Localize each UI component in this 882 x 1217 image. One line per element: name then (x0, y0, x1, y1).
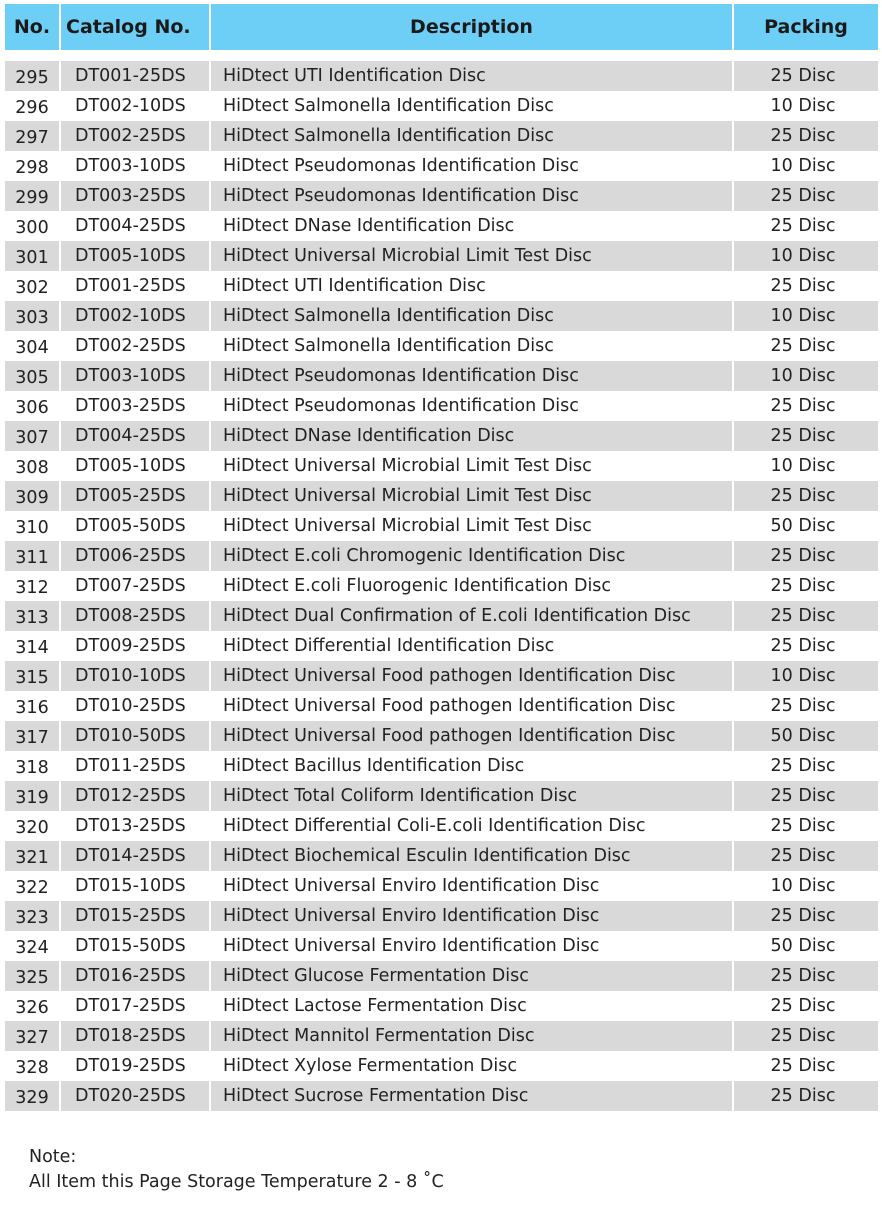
row-packing: 25 Disc (770, 996, 836, 1016)
row-packing: 25 Disc (770, 216, 836, 236)
row-no: 308 (15, 458, 49, 478)
row-packing: 25 Disc (770, 336, 836, 356)
row-packing: 50 Disc (770, 936, 836, 956)
row-description: HiDtect Universal Food pathogen Identification Disc (211, 661, 732, 691)
row-description: HiDtect Mannitol Fermentation Disc (211, 1021, 732, 1051)
row-no: 303 (5, 301, 59, 331)
row-packing: 10 Disc (770, 96, 836, 116)
table-row (5, 631, 878, 661)
row-no: 323 (5, 901, 59, 931)
row-no: 327 (5, 1021, 59, 1051)
table-row (5, 211, 878, 241)
row-description: HiDtect Universal Microbial Limit Test Disc (223, 456, 592, 476)
row-no: 301 (5, 241, 59, 271)
note-title: Note: (29, 1147, 77, 1167)
row-packing: 10 Disc (734, 361, 878, 391)
row-no: 328 (15, 1058, 49, 1078)
table-row (5, 61, 878, 91)
table-body (5, 61, 878, 1111)
row-description: HiDtect Universal Microbial Limit Test Disc (211, 241, 732, 271)
table-row (5, 241, 878, 271)
row-packing: 50 Disc (770, 516, 836, 536)
row-packing: 25 Disc (770, 696, 836, 716)
row-catalog-no: DT002-10DS (61, 301, 209, 331)
row-no: 307 (5, 421, 59, 451)
row-catalog-no: DT003-10DS (61, 361, 209, 391)
row-no: 306 (15, 398, 49, 418)
row-description: HiDtect E.coli Chromogenic Identification Disc (211, 541, 732, 571)
row-description: HiDtect Universal Enviro Identification Disc (223, 936, 600, 956)
row-catalog-no: DT015-25DS (61, 901, 209, 931)
row-no: 314 (15, 638, 49, 658)
row-description: HiDtect Salmonella Identification Disc (223, 96, 554, 116)
row-packing: 25 Disc (734, 421, 878, 451)
row-no: 319 (5, 781, 59, 811)
row-description: HiDtect UTI Identification Disc (223, 276, 486, 296)
row-no: 305 (5, 361, 59, 391)
row-no: 312 (15, 578, 49, 598)
row-no: 326 (15, 998, 49, 1018)
row-packing: 25 Disc (734, 1021, 878, 1051)
row-description: HiDtect DNase Identification Disc (223, 216, 515, 236)
row-packing: 25 Disc (734, 601, 878, 631)
row-description: HiDtect Pseudomonas Identification Disc (211, 181, 732, 211)
row-no: 302 (15, 278, 49, 298)
row-description: HiDtect Bacillus Identification Disc (223, 756, 525, 776)
row-packing: 25 Disc (734, 541, 878, 571)
row-packing: 10 Disc (734, 661, 878, 691)
table-row (5, 151, 878, 181)
row-catalog-no: DT009-25DS (75, 636, 186, 656)
row-description: HiDtect Lactose Fermentation Disc (223, 996, 527, 1016)
row-description: HiDtect Salmonella Identification Disc (211, 121, 732, 151)
row-catalog-no: DT011-25DS (75, 756, 186, 776)
row-description: HiDtect Glucose Fermentation Disc (211, 961, 732, 991)
row-catalog-no: DT008-25DS (61, 601, 209, 631)
row-no: 322 (15, 878, 49, 898)
row-no: 315 (5, 661, 59, 691)
catalog-table (5, 4, 878, 1111)
table-row (5, 421, 878, 451)
row-packing: 25 Disc (734, 901, 878, 931)
table-row (5, 841, 878, 871)
table-row (5, 1021, 878, 1051)
row-no: 313 (5, 601, 59, 631)
table-row (5, 601, 878, 631)
row-description: HiDtect Salmonella Identification Disc (211, 301, 732, 331)
storage-note (29, 1145, 444, 1195)
row-catalog-no: DT017-25DS (75, 996, 186, 1016)
row-catalog-no: DT006-25DS (61, 541, 209, 571)
row-packing: 10 Disc (770, 156, 836, 176)
row-packing: 25 Disc (734, 961, 878, 991)
row-catalog-no: DT002-10DS (75, 96, 186, 116)
row-catalog-no: DT002-25DS (75, 336, 186, 356)
row-no: 316 (15, 698, 49, 718)
header-packing: Packing (734, 4, 878, 50)
row-catalog-no: DT002-25DS (61, 121, 209, 151)
row-description: HiDtect Universal Enviro Identification Disc (223, 876, 600, 896)
row-description: HiDtect Salmonella Identification Disc (223, 336, 554, 356)
row-no: 304 (15, 338, 49, 358)
row-catalog-no: DT013-25DS (75, 816, 186, 836)
row-packing: 25 Disc (734, 61, 878, 91)
row-packing: 25 Disc (734, 841, 878, 871)
header-description: Description (211, 4, 732, 50)
row-no: 299 (5, 181, 59, 211)
table-row (5, 571, 878, 601)
row-catalog-no: DT004-25DS (75, 216, 186, 236)
row-no: 311 (5, 541, 59, 571)
table-row (5, 871, 878, 901)
row-packing: 10 Disc (734, 241, 878, 271)
row-description: HiDtect Universal Microbial Limit Test Disc (211, 481, 732, 511)
row-description: HiDtect Pseudomonas Identification Disc (223, 396, 579, 416)
row-packing: 10 Disc (770, 876, 836, 896)
row-catalog-no: DT004-25DS (61, 421, 209, 451)
table-row (5, 511, 878, 541)
row-packing: 25 Disc (734, 481, 878, 511)
row-description: HiDtect Dual Confirmation of E.coli Identification Disc (211, 601, 732, 631)
row-no: 297 (5, 121, 59, 151)
table-row (5, 331, 878, 361)
table-row (5, 121, 878, 151)
table-row (5, 451, 878, 481)
row-description: HiDtect Universal Enviro Identification Disc (211, 901, 732, 931)
table-row (5, 991, 878, 1021)
row-description: HiDtect Xylose Fermentation Disc (223, 1056, 517, 1076)
table-row (5, 721, 878, 751)
row-no: 320 (15, 818, 49, 838)
row-packing: 10 Disc (770, 456, 836, 476)
row-catalog-no: DT003-25DS (75, 396, 186, 416)
row-description: HiDtect Pseudomonas Identification Disc (211, 361, 732, 391)
row-catalog-no: DT019-25DS (75, 1056, 186, 1076)
row-description: HiDtect Pseudomonas Identification Disc (223, 156, 579, 176)
header-no: No. (5, 4, 59, 50)
row-catalog-no: DT003-25DS (61, 181, 209, 211)
row-packing: 25 Disc (770, 576, 836, 596)
row-packing: 25 Disc (770, 396, 836, 416)
row-no: 317 (5, 721, 59, 751)
table-row (5, 271, 878, 301)
row-no: 318 (15, 758, 49, 778)
row-packing: 10 Disc (734, 301, 878, 331)
row-description: HiDtect Biochemical Esculin Identification Disc (211, 841, 732, 871)
table-row (5, 751, 878, 781)
note-text: All Item this Page Storage Temperature 2 - 8 ˚C (29, 1172, 444, 1192)
row-catalog-no: DT016-25DS (61, 961, 209, 991)
row-packing: 25 Disc (734, 121, 878, 151)
row-no: 325 (5, 961, 59, 991)
row-description: HiDtect Universal Food pathogen Identification Disc (223, 696, 676, 716)
row-catalog-no: DT010-10DS (61, 661, 209, 691)
table-row (5, 931, 878, 961)
row-no: 310 (15, 518, 49, 538)
table-row (5, 961, 878, 991)
table-row (5, 481, 878, 511)
row-catalog-no: DT010-25DS (75, 696, 186, 716)
row-catalog-no: DT001-25DS (75, 276, 186, 296)
table-row (5, 181, 878, 211)
row-packing: 25 Disc (770, 276, 836, 296)
row-no: 298 (15, 158, 49, 178)
row-packing: 25 Disc (770, 756, 836, 776)
row-description: HiDtect UTI Identification Disc (211, 61, 732, 91)
row-description: HiDtect Universal Microbial Limit Test Disc (223, 516, 592, 536)
table-row (5, 361, 878, 391)
row-description: HiDtect Differential Coli-E.coli Identification Disc (223, 816, 646, 836)
row-description: HiDtect Total Coliform Identification Disc (211, 781, 732, 811)
row-catalog-no: DT010-50DS (61, 721, 209, 751)
row-description: HiDtect Differential Identification Disc (223, 636, 555, 656)
row-packing: 25 Disc (734, 781, 878, 811)
row-catalog-no: DT015-10DS (75, 876, 186, 896)
row-catalog-no: DT014-25DS (61, 841, 209, 871)
row-catalog-no: DT007-25DS (75, 576, 186, 596)
table-row (5, 91, 878, 121)
row-description: HiDtect E.coli Fluorogenic Identification Disc (223, 576, 612, 596)
row-packing: 25 Disc (734, 1081, 878, 1111)
row-no: 300 (15, 218, 49, 238)
table-row (5, 661, 878, 691)
row-catalog-no: DT003-10DS (75, 156, 186, 176)
row-catalog-no: DT005-25DS (61, 481, 209, 511)
header-catalog-no: Catalog No. (61, 4, 209, 50)
row-description: HiDtect Universal Food pathogen Identification Disc (211, 721, 732, 751)
row-catalog-no: DT012-25DS (61, 781, 209, 811)
row-no: 329 (5, 1081, 59, 1111)
row-packing: 25 Disc (770, 636, 836, 656)
table-row (5, 691, 878, 721)
row-catalog-no: DT015-50DS (75, 936, 186, 956)
row-catalog-no: DT001-25DS (61, 61, 209, 91)
table-row (5, 541, 878, 571)
table-row (5, 1081, 878, 1111)
row-catalog-no: DT020-25DS (61, 1081, 209, 1111)
row-packing: 50 Disc (734, 721, 878, 751)
table-row (5, 301, 878, 331)
row-description: HiDtect DNase Identification Disc (211, 421, 732, 451)
row-packing: 25 Disc (770, 816, 836, 836)
table-row (5, 811, 878, 841)
row-catalog-no: DT005-10DS (75, 456, 186, 476)
row-no: 309 (5, 481, 59, 511)
table-row (5, 901, 878, 931)
row-description: HiDtect Sucrose Fermentation Disc (211, 1081, 732, 1111)
row-catalog-no: DT018-25DS (61, 1021, 209, 1051)
row-catalog-no: DT005-50DS (75, 516, 186, 536)
row-packing: 25 Disc (770, 1056, 836, 1076)
row-no: 324 (15, 938, 49, 958)
row-no: 321 (5, 841, 59, 871)
row-catalog-no: DT005-10DS (61, 241, 209, 271)
table-row (5, 391, 878, 421)
table-row (5, 1051, 878, 1081)
table-row (5, 781, 878, 811)
row-no: 295 (5, 61, 59, 91)
table-header (5, 4, 878, 50)
row-no: 296 (15, 98, 49, 118)
row-packing: 25 Disc (734, 181, 878, 211)
